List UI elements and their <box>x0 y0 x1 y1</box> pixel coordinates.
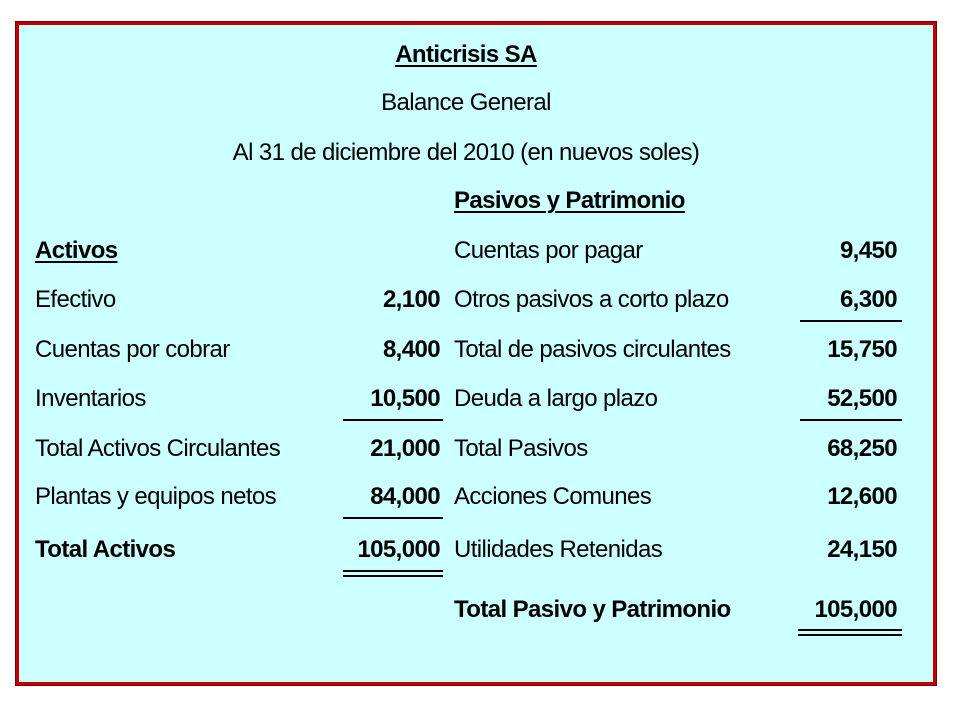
subtotal-rule <box>800 320 902 322</box>
total-double-rule <box>798 634 902 636</box>
equity-label-retained-earnings: Utilidades Retenidas <box>454 536 663 563</box>
asset-value-total-current: 21,000 <box>370 435 440 462</box>
equity-value-common-stock: 12,600 <box>827 483 897 510</box>
asset-label-inventories: Inventarios <box>35 385 146 412</box>
liability-label-other-short-term: Otros pasivos a corto plazo <box>454 286 729 313</box>
liability-value-other-short-term: 6,300 <box>839 286 897 313</box>
liability-label-payables: Cuentas por pagar <box>454 237 643 264</box>
company-title: Anticrisis SA <box>395 41 537 68</box>
liability-label-total-current: Total de pasivos circulantes <box>454 336 731 363</box>
liabilities-equity-heading: Pasivos y Patrimonio <box>454 187 685 214</box>
asset-value-cash: 2,100 <box>382 286 440 313</box>
asset-label-cash: Efectivo <box>35 286 116 313</box>
subtotal-rule <box>343 419 443 421</box>
liability-value-long-term-debt: 52,500 <box>827 385 897 412</box>
liability-value-payables: 9,450 <box>839 237 897 264</box>
liability-label-long-term-debt: Deuda a largo plazo <box>454 385 658 412</box>
liability-label-total: Total Pasivos <box>454 435 588 462</box>
subtotal-rule <box>343 517 443 519</box>
asset-value-inventories: 10,500 <box>370 385 440 412</box>
subtotal-rule <box>800 419 902 421</box>
total-liabilities-equity-value: 105,000 <box>814 596 897 623</box>
asset-label-plant-equipment: Plantas y equipos netos <box>35 483 277 510</box>
statement-title: Balance General <box>381 89 551 116</box>
assets-heading: Activos <box>35 237 118 264</box>
statement-date: Al 31 de diciembre del 2010 (en nuevos soles) <box>232 139 700 166</box>
asset-label-total-current: Total Activos Circulantes <box>35 435 281 462</box>
asset-label-receivables: Cuentas por cobrar <box>35 336 230 363</box>
equity-value-retained-earnings: 24,150 <box>827 536 897 563</box>
asset-value-plant-equipment: 84,000 <box>370 483 440 510</box>
asset-label-total: Total Activos <box>35 536 176 563</box>
total-double-rule <box>798 629 902 631</box>
asset-value-total: 105,000 <box>357 536 440 563</box>
total-double-rule <box>343 570 443 572</box>
equity-label-common-stock: Acciones Comunes <box>454 483 652 510</box>
liability-value-total: 68,250 <box>827 435 897 462</box>
total-liabilities-equity-label: Total Pasivo y Patrimonio <box>454 596 731 623</box>
liability-value-total-current: 15,750 <box>827 336 897 363</box>
total-double-rule <box>343 575 443 577</box>
asset-value-receivables: 8,400 <box>382 336 440 363</box>
